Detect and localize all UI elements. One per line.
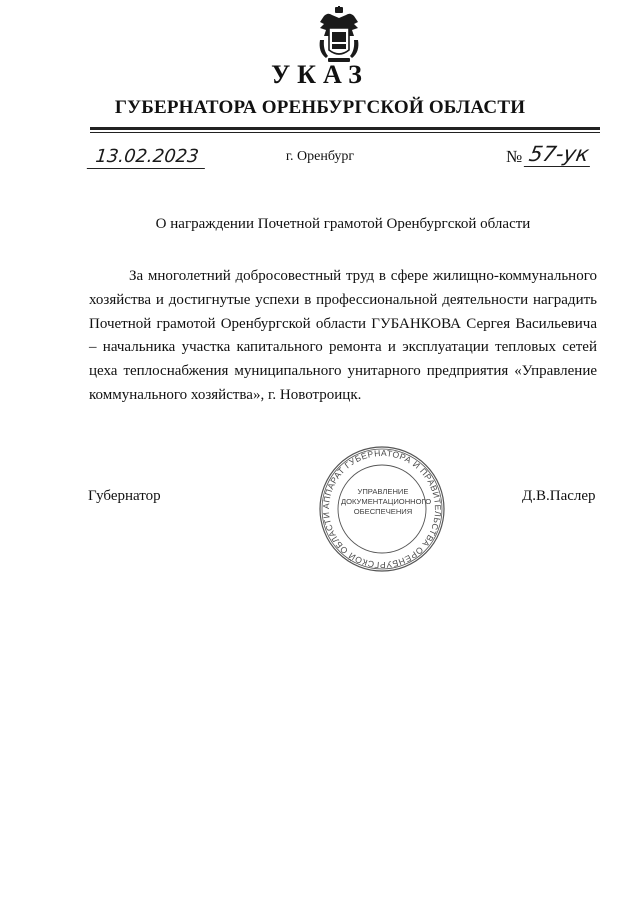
- coat-of-arms-icon: [314, 6, 364, 64]
- signer-position: Губернатор: [88, 488, 161, 504]
- stamp-line-1: УПРАВЛЕНИЕ: [357, 487, 409, 496]
- document-number: 57-ук: [524, 142, 594, 167]
- stamp-line-3: ОБЕСПЕЧЕНИЯ: [353, 507, 413, 516]
- stamp-ring-text: АППАРАТ ГУБЕРНАТОРА И ПРАВИТЕЛЬСТВА ОРЕНБУРГСКОЙ ОБЛАСТИ: [320, 447, 444, 571]
- header-divider-thick: [90, 127, 600, 130]
- issuer-title: ГУБЕРНАТОРА ОРЕНБУРГСКОЙ ОБЛАСТИ: [114, 97, 526, 118]
- document-city: г. Оренбург: [285, 149, 355, 164]
- header-divider-thin: [90, 132, 600, 133]
- stamp-line-2: ДОКУМЕНТАЦИОННОГО: [341, 497, 432, 506]
- document-date: 13.02.2023: [87, 146, 207, 169]
- document-body: За многолетний добросовестный труд в сфере жилищно-коммунального хозяйства и достигнутые успехи в профессиональной деятельности наградить Почетной грамотой Оренбургской области ГУБАНКОВА Сергея Васильевича – начальника участка капитального ремонта и эксплуатации тепловых сетей цеха теплоснабжения муниципального унитарного предприятия «Управление коммунального хозяйства», г. Новотроицк.: [89, 268, 597, 403]
- decree-title: УКАЗ: [271, 60, 369, 89]
- document-subject: О награждении Почетной грамотой Оренбургской области: [155, 216, 531, 232]
- stamp-center-text: [341, 487, 432, 517]
- number-label: №: [506, 147, 523, 166]
- signer-name: Д.В.Паслер: [522, 488, 596, 504]
